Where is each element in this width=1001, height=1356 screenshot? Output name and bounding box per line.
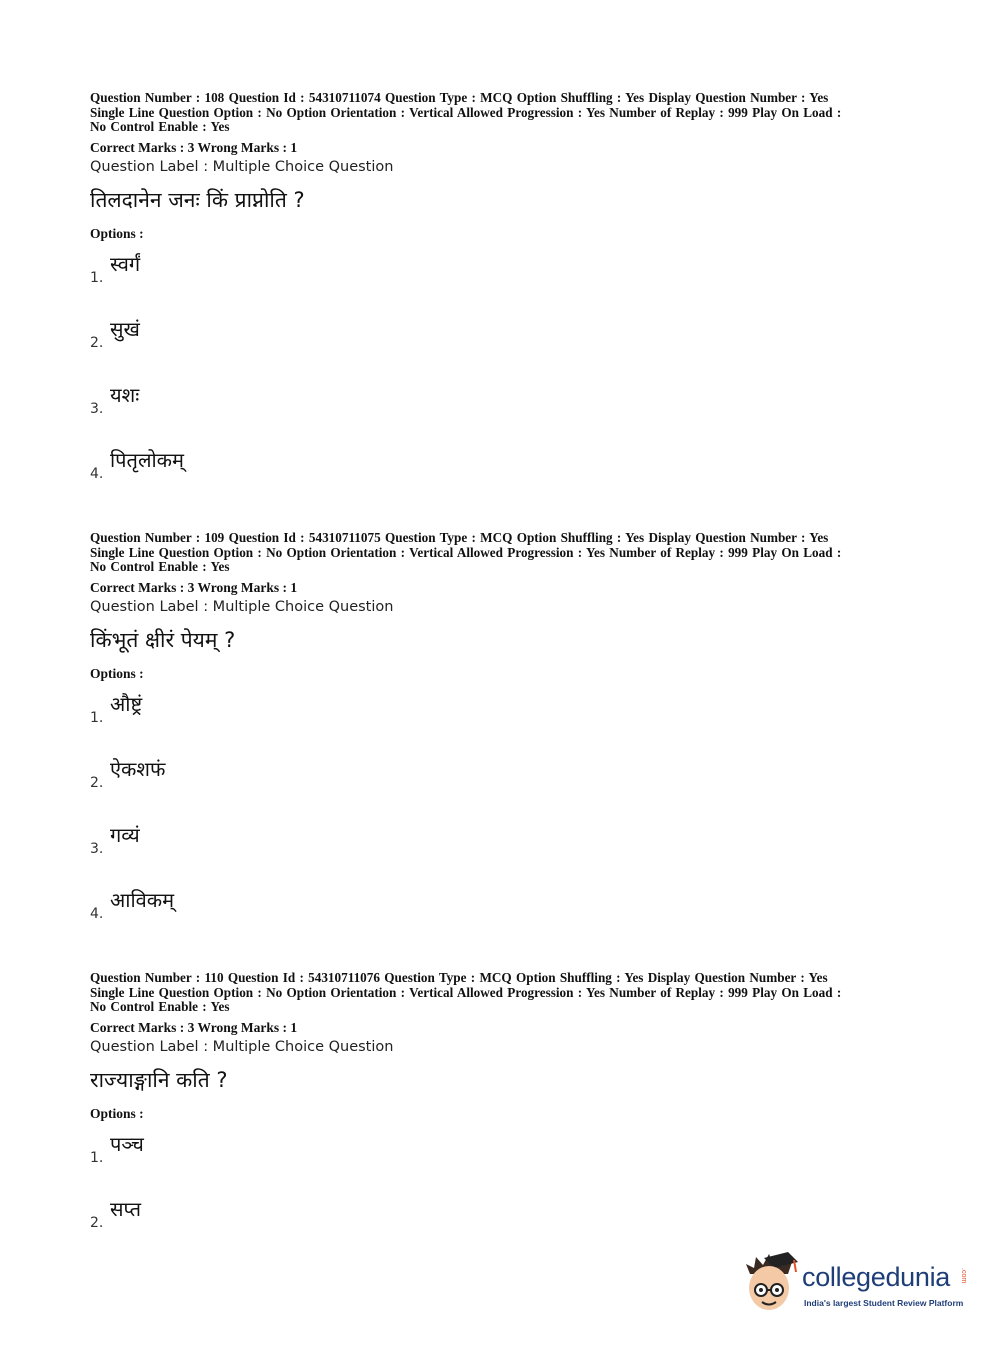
question-marks: Correct Marks : 3 Wrong Marks : 1 xyxy=(90,1019,298,1035)
options-list xyxy=(90,248,920,510)
question-meta-line: No Control Enable : Yes xyxy=(90,119,230,134)
question-marks: Correct Marks : 3 Wrong Marks : 1 xyxy=(90,139,298,155)
option-item xyxy=(90,248,920,314)
question-meta-line: No Control Enable : Yes xyxy=(90,559,230,574)
options-heading: Options : xyxy=(90,225,144,241)
question-meta-line: Single Line Question Option : No Option Orientation : Vertical Allowed Progression : Yes Number of Replay : 999 Play On Load : xyxy=(90,544,842,560)
option-item xyxy=(90,688,920,754)
option-number: 3. xyxy=(90,400,104,417)
options-heading: Options : xyxy=(90,1105,144,1121)
question-marks: Correct Marks : 3 Wrong Marks : 1 xyxy=(90,579,298,595)
option-number: 2. xyxy=(90,335,104,351)
option-number: 2. xyxy=(90,775,104,791)
option-text: औष्ट्रं xyxy=(110,691,143,716)
question-meta-line: Question Number : 108 Question Id : 54310711074 Question Type : MCQ Option Shuffling : Yes Display Question Number : Yes xyxy=(90,90,829,105)
option-item xyxy=(90,1128,920,1194)
question-meta-line: Question Number : 110 Question Id : 54310711076 Question Type : MCQ Option Shuffling : Yes Display Question Number : Yes xyxy=(90,970,828,985)
option-number: 1. xyxy=(90,1149,104,1166)
option-text: गव्यं xyxy=(110,822,140,847)
option-text: आविकम् xyxy=(110,888,175,912)
options-heading: Options : xyxy=(90,665,144,681)
option-item xyxy=(90,819,920,885)
logo-wordmark: collegedunia xyxy=(802,1262,951,1292)
logo-domain: .com xyxy=(960,1268,967,1284)
question-label: Question Label : Multiple Choice Question xyxy=(90,598,394,615)
option-number: 4. xyxy=(90,906,104,922)
question-meta-line: Single Line Question Option : No Option Orientation : Vertical Allowed Progression : Yes Number of Replay : 999 Play On Load : xyxy=(90,104,842,120)
option-text: पितृलोकम् xyxy=(110,448,184,472)
collegedunia-logo xyxy=(742,1252,972,1322)
question-text: किंभूतं क्षीरं पेयम् ? xyxy=(90,627,236,652)
logo-tagline: India's largest Student Review Platform xyxy=(804,1298,964,1308)
option-text: ऐकशफं xyxy=(110,757,166,781)
option-number: 1. xyxy=(90,709,104,726)
question-label: Question Label : Multiple Choice Question xyxy=(90,1038,394,1055)
question-block xyxy=(90,91,920,510)
question-meta-line: Single Line Question Option : No Option Orientation : Vertical Allowed Progression : Yes Number of Replay : 999 Play On Load : xyxy=(90,984,842,1000)
question-label: Question Label : Multiple Choice Question xyxy=(90,158,394,175)
options-list xyxy=(90,1128,920,1259)
option-item xyxy=(90,1193,920,1259)
option-number: 1. xyxy=(90,269,104,286)
question-block xyxy=(90,971,920,1259)
option-item xyxy=(90,753,920,819)
option-text: सप्त xyxy=(110,1197,142,1221)
option-number: 3. xyxy=(90,840,104,857)
option-item xyxy=(90,444,920,510)
question-meta-line: Question Number : 109 Question Id : 54310711075 Question Type : MCQ Option Shuffling : Yes Display Question Number : Yes xyxy=(90,530,829,545)
option-item xyxy=(90,379,920,445)
question-text: राज्याङ्गानि कति ? xyxy=(90,1067,228,1092)
option-number: 2. xyxy=(90,1215,104,1231)
option-text: यशः xyxy=(110,382,140,407)
question-meta-line: No Control Enable : Yes xyxy=(90,999,230,1014)
option-text: पञ्च xyxy=(110,1131,144,1156)
options-list xyxy=(90,688,920,950)
question-block xyxy=(90,531,920,950)
option-text: स्वर्गं xyxy=(110,251,141,276)
option-text: सुखं xyxy=(110,317,140,341)
option-item xyxy=(90,313,920,379)
question-text: तिलदानेन जनः किं प्राप्नोति ? xyxy=(90,187,305,212)
mascot-icon xyxy=(742,1252,800,1314)
option-number: 4. xyxy=(90,466,104,482)
option-item xyxy=(90,884,920,950)
